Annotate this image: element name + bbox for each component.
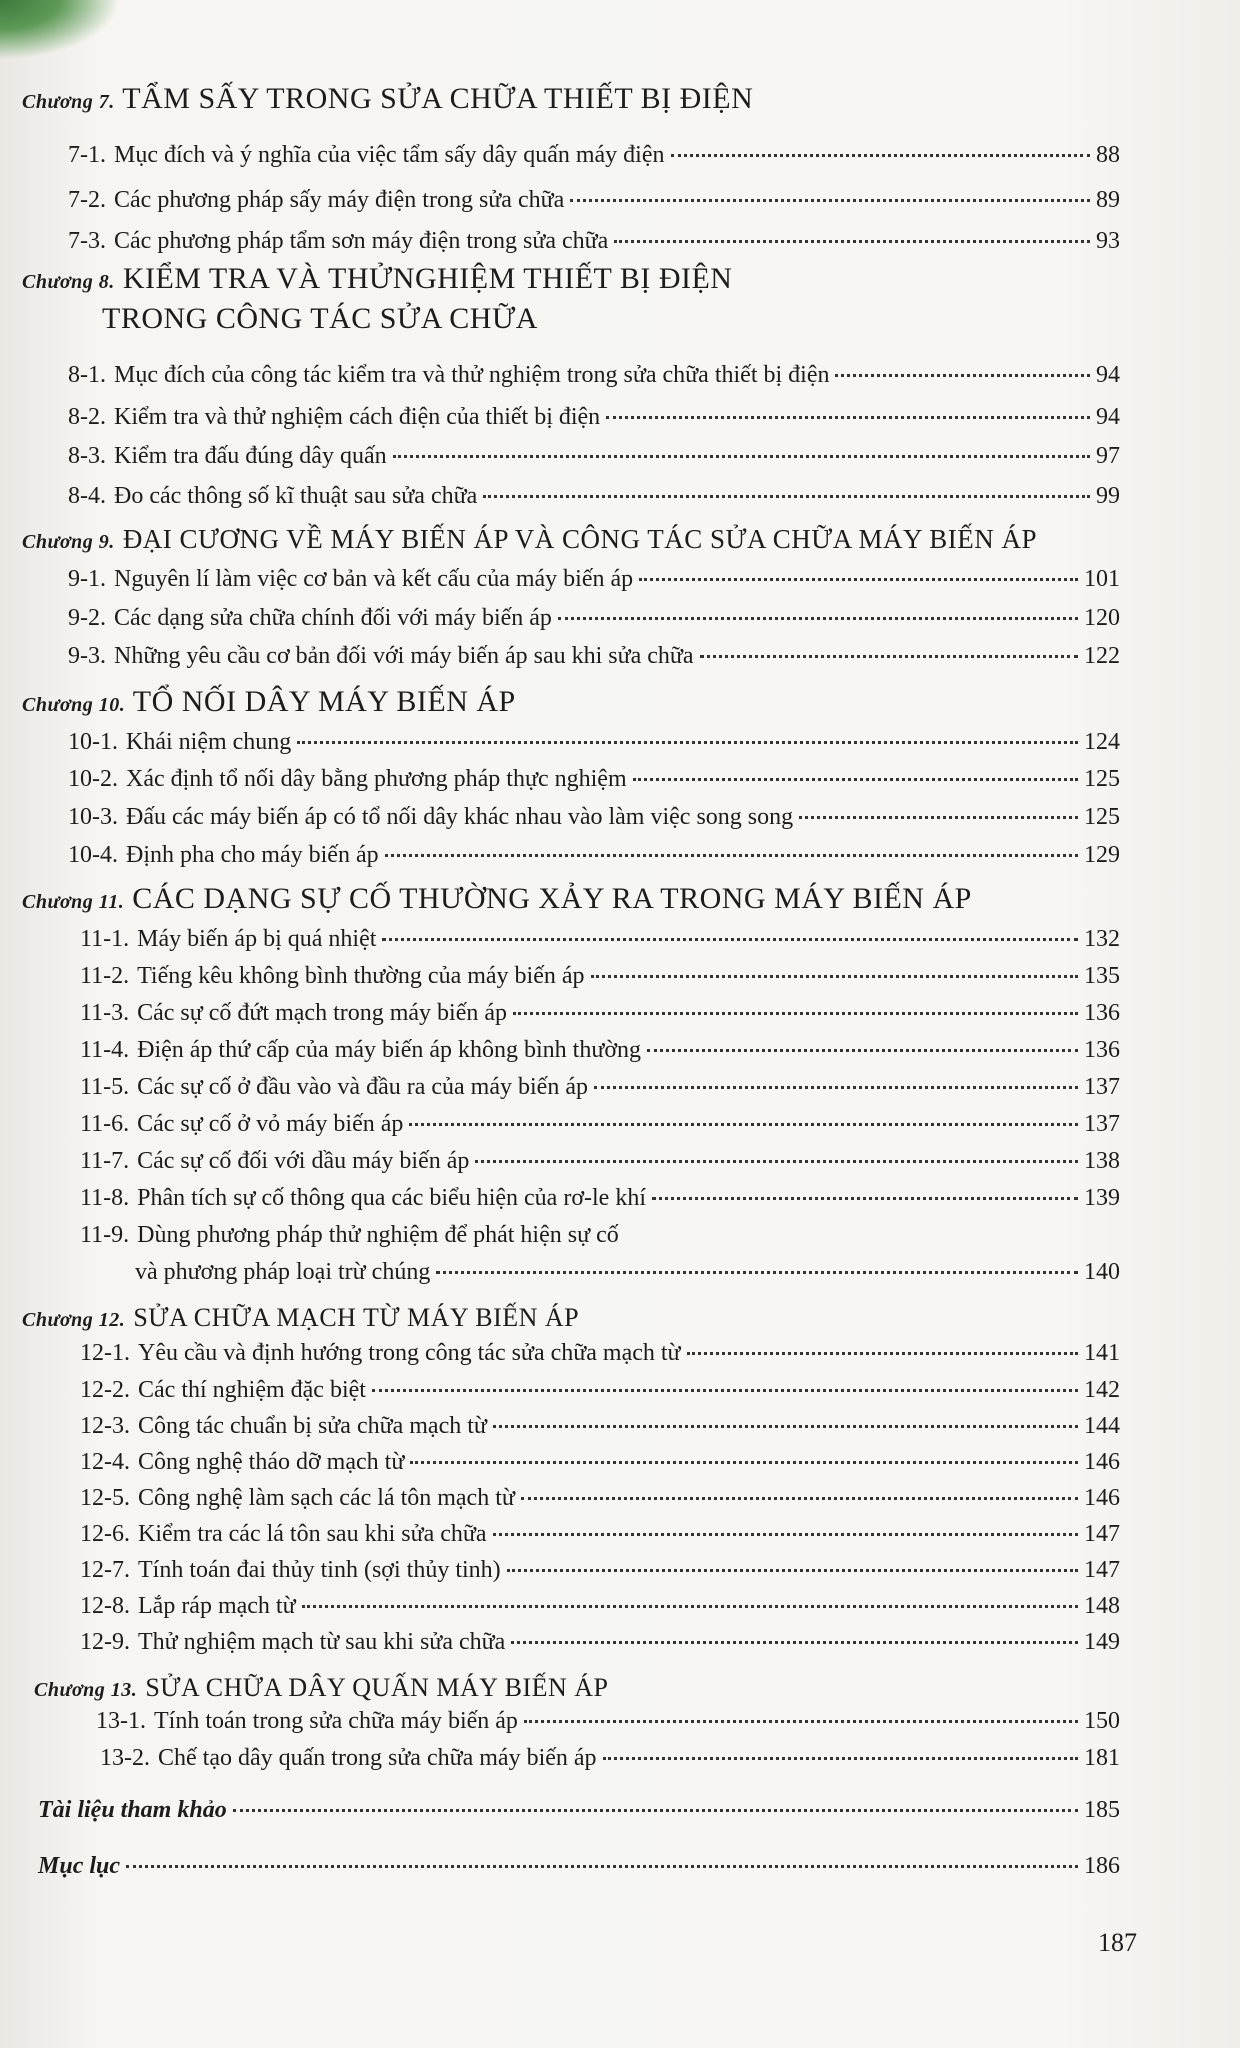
- toc-entry-references: [38, 1797, 1120, 1824]
- section-number: 11-6.: [80, 1111, 130, 1137]
- dot-leader: [603, 1757, 1078, 1760]
- dot-leader: [382, 938, 1078, 941]
- section-number: 7-3.: [68, 228, 106, 254]
- page-ref: 146: [1084, 1449, 1120, 1475]
- section-title: Các phương pháp tẩm sơn máy điện trong sửa chữa: [114, 228, 609, 254]
- page-ref: 137: [1084, 1074, 1120, 1100]
- toc-entry: [80, 1485, 1120, 1512]
- page-ref: 139: [1084, 1185, 1120, 1211]
- chapter-prefix: Chương 11.: [22, 891, 125, 913]
- toc-entry: [80, 1413, 1120, 1440]
- chapter-prefix: Chương 10.: [22, 694, 126, 716]
- chapter-title: TẨM SẤY TRONG SỬA CHỮA THIẾT BỊ ĐIỆN: [122, 82, 754, 115]
- section-title: Thử nghiệm mạch từ sau khi sửa chữa: [138, 1629, 506, 1655]
- toc-entry: [100, 1745, 1120, 1772]
- chapter-title: CÁC DẠNG SỰ CỐ THƯỜNG XẢY RA TRONG MÁY BIẾN ÁP: [132, 882, 972, 915]
- toc-entry: [80, 1037, 1120, 1064]
- dot-leader: [521, 1497, 1078, 1500]
- page-ref: 125: [1084, 766, 1120, 792]
- chapter-prefix: Chương 8.: [22, 271, 115, 293]
- section-number: 12-7.: [80, 1557, 130, 1583]
- section-title: Những yêu cầu cơ bản đối với máy biến áp sau khi sửa chữa: [114, 643, 694, 669]
- section-number: 11-1.: [80, 926, 130, 952]
- dot-leader: [233, 1809, 1078, 1812]
- toc-entry: [80, 1074, 1120, 1101]
- page-ref: 94: [1096, 404, 1120, 430]
- page-ref: 94: [1096, 362, 1120, 388]
- section-number: 13-2.: [100, 1745, 150, 1771]
- toc-entry: [80, 1593, 1120, 1620]
- dot-leader: [647, 1049, 1078, 1052]
- section-number: 12-5.: [80, 1485, 130, 1511]
- toc-entry: [80, 1449, 1120, 1476]
- section-title: Tính toán trong sửa chữa máy biến áp: [154, 1708, 518, 1734]
- dot-leader: [671, 154, 1091, 157]
- dot-leader: [483, 495, 1090, 498]
- section-title: Công nghệ làm sạch các lá tôn mạch từ: [138, 1485, 515, 1511]
- toc-entry: [80, 963, 1120, 990]
- page-ref: 186: [1084, 1853, 1120, 1879]
- section-number: 7-2.: [68, 187, 106, 213]
- section-number: 9-1.: [68, 566, 106, 592]
- chapter-heading: [22, 262, 1120, 296]
- section-title: Mục đích của công tác kiểm tra và thử nghiệm trong sửa chữa thiết bị điện: [114, 362, 830, 388]
- dot-leader: [570, 199, 1090, 202]
- page-ref: 185: [1084, 1797, 1120, 1823]
- dot-leader: [700, 655, 1078, 658]
- toc-entry: [68, 605, 1120, 632]
- chapter-prefix: Chương 12.: [22, 1309, 126, 1331]
- section-title: Kiểm tra các lá tôn sau khi sửa chữa: [138, 1521, 487, 1547]
- section-number: 11-4.: [80, 1037, 130, 1063]
- section-title: Kiểm tra và thử nghiệm cách điện của thiết bị điện: [114, 404, 601, 430]
- dot-leader: [475, 1160, 1078, 1163]
- chapter-title: TỔ NỐI DÂY MÁY BIẾN ÁP: [132, 685, 516, 718]
- toc-entry: [96, 1708, 1120, 1735]
- section-number: 10-2.: [68, 766, 118, 792]
- toc-entry: [68, 404, 1120, 431]
- dot-leader: [493, 1425, 1078, 1428]
- chapter-prefix: Chương 7.: [22, 91, 115, 113]
- dot-leader: [385, 854, 1078, 857]
- toc-entry: [80, 1340, 1120, 1367]
- toc-entry: [68, 842, 1120, 869]
- section-number: 12-4.: [80, 1449, 130, 1475]
- section-title: Điện áp thứ cấp của máy biến áp không bình thường: [137, 1037, 642, 1063]
- dot-leader: [524, 1720, 1078, 1723]
- chapter-title: SỬA CHỮA DÂY QUẤN MÁY BIẾN ÁP: [145, 1673, 609, 1702]
- dot-leader: [687, 1352, 1078, 1355]
- dot-leader: [835, 374, 1090, 377]
- section-number: 11-3.: [80, 1000, 130, 1026]
- dot-leader: [302, 1605, 1078, 1608]
- toc-entry: [68, 766, 1120, 793]
- section-number: 10-3.: [68, 804, 118, 830]
- page-ref: 93: [1096, 228, 1120, 254]
- section-title: Lắp ráp mạch từ: [138, 1593, 296, 1619]
- section-number: 10-1.: [68, 729, 118, 755]
- dot-leader: [594, 1086, 1078, 1089]
- page-ref: 122: [1084, 643, 1120, 669]
- toc-entry: [68, 643, 1120, 670]
- toc-entry-multiline: [80, 1222, 1120, 1249]
- section-title: Tiếng kêu không bình thường của máy biến áp: [137, 963, 585, 989]
- dot-leader: [591, 975, 1078, 978]
- page-ref: 124: [1084, 729, 1120, 755]
- section-title: Khái niệm chung: [126, 729, 292, 755]
- page-ref: 89: [1096, 187, 1120, 213]
- toc-entry-contents: [38, 1853, 1120, 1880]
- section-title: Công nghệ tháo dỡ mạch từ: [138, 1449, 405, 1475]
- toc-entry: [68, 228, 1120, 255]
- toc-entry: [80, 1111, 1120, 1138]
- toc-entry: [80, 926, 1120, 953]
- dot-leader: [507, 1569, 1078, 1572]
- toc-entry: [80, 1148, 1120, 1175]
- chapter-prefix: Chương 13.: [34, 1679, 138, 1701]
- dot-leader: [493, 1533, 1078, 1536]
- section-number: 12-3.: [80, 1413, 130, 1439]
- section-title: Nguyên lí làm việc cơ bản và kết cấu của máy biến áp: [114, 566, 634, 592]
- section-number: 13-1.: [96, 1708, 146, 1734]
- page-ref: 99: [1096, 483, 1120, 509]
- dot-leader: [297, 741, 1078, 744]
- section-title: Phân tích sự cố thông qua các biểu hiện của rơ-le khí: [137, 1185, 646, 1211]
- page-ref: 88: [1096, 142, 1120, 168]
- toc-entry: [68, 362, 1120, 389]
- dot-leader: [409, 1123, 1078, 1126]
- section-number: 9-3.: [68, 643, 106, 669]
- dot-leader: [652, 1197, 1078, 1200]
- section-title: Máy biến áp bị quá nhiệt: [137, 926, 377, 952]
- section-title: Các sự cố đối với dầu máy biến áp: [137, 1148, 470, 1174]
- page-ref: 138: [1084, 1148, 1120, 1174]
- page-ref: 147: [1084, 1521, 1120, 1547]
- section-title: Chế tạo dây quấn trong sửa chữa máy biến áp: [158, 1745, 597, 1771]
- chapter-prefix: Chương 9.: [22, 531, 115, 553]
- dot-leader: [511, 1641, 1078, 1644]
- section-number: 8-2.: [68, 404, 106, 430]
- section-title: Công tác chuẩn bị sửa chữa mạch từ: [138, 1413, 487, 1439]
- section-number: 8-1.: [68, 362, 106, 388]
- section-title: Các sự cố ở đầu vào và đầu ra của máy biến áp: [137, 1074, 588, 1100]
- dot-leader: [436, 1271, 1078, 1274]
- section-number: 11-5.: [80, 1074, 130, 1100]
- section-number: 11-2.: [80, 963, 130, 989]
- section-number: 8-4.: [68, 483, 106, 509]
- section-title: Đấu các máy biến áp có tổ nối dây khác nhau vào làm việc song song: [126, 804, 794, 830]
- page-ref: 97: [1096, 443, 1120, 469]
- section-title-continued: và phương pháp loại trừ chúng: [135, 1259, 431, 1285]
- section-number: 12-2.: [80, 1377, 130, 1403]
- section-number: 8-3.: [68, 443, 106, 469]
- chapter-heading: [22, 82, 1120, 116]
- page-ref: 149: [1084, 1629, 1120, 1655]
- toc-entry: [68, 443, 1120, 470]
- page-ref: 129: [1084, 842, 1120, 868]
- section-title: Kiểm tra đấu đúng dây quấn: [114, 443, 387, 469]
- section-title: Dùng phương pháp thử nghiệm để phát hiện sự cố: [137, 1222, 619, 1248]
- page-ref: 136: [1084, 1037, 1120, 1063]
- page-ref: 181: [1084, 1745, 1120, 1771]
- page-ref: 146: [1084, 1485, 1120, 1511]
- dot-leader: [410, 1461, 1078, 1464]
- section-title: Các dạng sửa chữa chính đối với máy biến áp: [114, 605, 552, 631]
- page-ref: 101: [1084, 566, 1120, 592]
- section-title: Mục lục: [38, 1853, 121, 1879]
- page-ref: 148: [1084, 1593, 1120, 1619]
- section-number: 12-6.: [80, 1521, 130, 1547]
- section-title: Mục đích và ý nghĩa của việc tẩm sấy dây quấn máy điện: [114, 142, 665, 168]
- toc-entry: [80, 1000, 1120, 1027]
- section-title: Các sự cố ở vỏ máy biến áp: [137, 1111, 404, 1137]
- chapter-heading: [22, 685, 1120, 719]
- dot-leader: [513, 1012, 1078, 1015]
- page-ref: 147: [1084, 1557, 1120, 1583]
- page-ref: 136: [1084, 1000, 1120, 1026]
- chapter-heading: [34, 1670, 1120, 1704]
- chapter-title: ĐẠI CƯƠNG VỀ MÁY BIẾN ÁP VÀ CÔNG TÁC SỬA CHỮA MÁY BIẾN ÁP: [122, 524, 1037, 554]
- section-title: Yêu cầu và định hướng trong công tác sửa chữa mạch từ: [138, 1340, 681, 1366]
- chapter-title: SỬA CHỮA MẠCH TỪ MÁY BIẾN ÁP: [133, 1303, 580, 1332]
- toc-entry: [68, 804, 1120, 831]
- page-ref: 125: [1084, 804, 1120, 830]
- chapter-title: KIỂM TRA VÀ THỬNGHIỆM THIẾT BỊ ĐIỆN: [122, 262, 733, 295]
- toc-entry: [68, 566, 1120, 593]
- toc-entry: [80, 1521, 1120, 1548]
- page-ref: 150: [1084, 1708, 1120, 1734]
- section-title: Định pha cho máy biến áp: [126, 842, 379, 868]
- toc-entry: [80, 1185, 1120, 1212]
- dot-leader: [633, 778, 1078, 781]
- page-ref: 142: [1084, 1377, 1120, 1403]
- section-title: Các sự cố đứt mạch trong máy biến áp: [137, 1000, 508, 1026]
- section-number: 10-4.: [68, 842, 118, 868]
- chapter-title-continued: TRONG CÔNG TÁC SỬA CHỮA: [102, 302, 538, 335]
- chapter-heading: [22, 522, 1180, 556]
- page-ref: 135: [1084, 963, 1120, 989]
- section-number: 11-9.: [80, 1222, 130, 1248]
- toc-entry: [68, 187, 1120, 214]
- toc-entry: [80, 1557, 1120, 1584]
- page-number: 187: [1098, 1928, 1137, 1957]
- section-title: Tài liệu tham khảo: [38, 1797, 227, 1823]
- section-title: Các phương pháp sấy máy điện trong sửa chữa: [114, 187, 565, 213]
- cover-edge-decoration: [0, 0, 120, 60]
- section-title: Tính toán đai thủy tinh (sợi thủy tinh): [138, 1557, 501, 1583]
- toc-entry: [68, 483, 1120, 510]
- dot-leader: [799, 816, 1078, 819]
- page-ref: 140: [1084, 1259, 1120, 1285]
- page-ref: 132: [1084, 926, 1120, 952]
- toc-entry: [80, 1377, 1120, 1404]
- dot-leader: [606, 416, 1090, 419]
- dot-leader: [126, 1865, 1078, 1868]
- section-number: 11-7.: [80, 1148, 130, 1174]
- toc-entry: [68, 142, 1120, 169]
- chapter-heading: [22, 882, 1120, 916]
- section-number: 12-1.: [80, 1340, 130, 1366]
- page-ref: 144: [1084, 1413, 1120, 1439]
- section-number: 12-9.: [80, 1629, 130, 1655]
- section-number: 12-8.: [80, 1593, 130, 1619]
- dot-leader: [393, 455, 1090, 458]
- section-title: Các thí nghiệm đặc biệt: [138, 1377, 366, 1403]
- chapter-heading: [22, 1300, 1120, 1334]
- dot-leader: [372, 1389, 1078, 1392]
- toc-entry-continued: [135, 1259, 1120, 1286]
- section-number: 7-1.: [68, 142, 106, 168]
- page-ref: 141: [1084, 1340, 1120, 1366]
- section-title: Xác định tổ nối dây bằng phương pháp thực nghiệm: [126, 766, 627, 792]
- section-title: Đo các thông số kĩ thuật sau sửa chữa: [114, 483, 478, 509]
- dot-leader: [639, 578, 1078, 581]
- section-number: 9-2.: [68, 605, 106, 631]
- toc-entry: [68, 729, 1120, 756]
- dot-leader: [614, 240, 1090, 243]
- page-ref: 120: [1084, 605, 1120, 631]
- page-ref: 137: [1084, 1111, 1120, 1137]
- toc-entry: [80, 1629, 1120, 1656]
- dot-leader: [558, 617, 1078, 620]
- section-number: 11-8.: [80, 1185, 130, 1211]
